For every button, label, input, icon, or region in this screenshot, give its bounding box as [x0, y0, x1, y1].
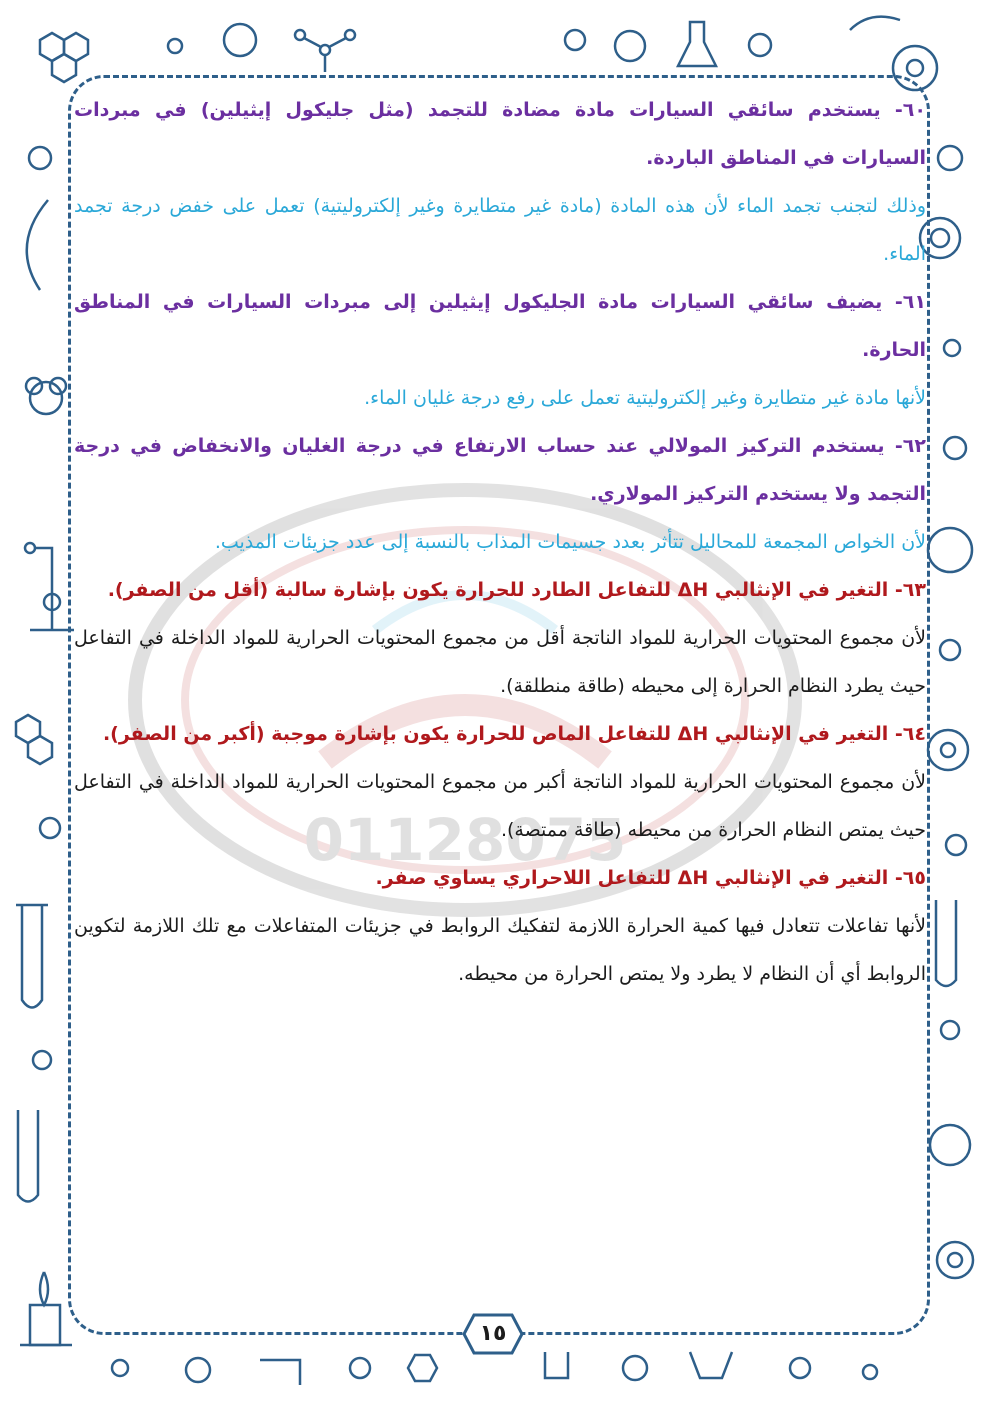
page-number-badge [462, 1312, 524, 1356]
burner-icon [20, 1272, 72, 1345]
answer-61: لأنها مادة غير متطايرة وغير إلكتروليتية تعمل على رفع درجة غليان الماء. [364, 387, 926, 409]
page-number: ١٥ [479, 1321, 507, 1346]
atom-icon-2 [928, 730, 968, 770]
molecule-chain-icon [295, 30, 355, 72]
answer-63: لأن مجموع المحتويات الحرارية للمواد الناتجة أقل من مجموع المحتويات الحرارية للمواد الداخلة في التفاعل حيث يطرد النظام الحرارة إلى محيطه (طاقة منطلقة). [74, 627, 926, 697]
hexagon-molecule-icon [40, 33, 88, 82]
answer-65: لأنها تفاعلات تتعادل فيها كمية الحرارة اللازمة لتفكيك الروابط في جزيئات المتفاعلات مع تلك اللازمة لتكوين الروابط أي أن النظام لا يطرد ولا يمتص الحرارة من محيطه. [74, 915, 926, 985]
question-61: ٦١- يضيف سائقي السيارات مادة الجليكول إيثيلين إلى مبردات السيارات في المناطق الحارة. [74, 291, 926, 361]
cycle-arrow-icon [27, 200, 48, 290]
question-62: ٦٢- يستخدم التركيز المولالي عند حساب الارتفاع في درجة الغليان والانخفاض في درجة التجمد ولا يستخدم التركيز المولاري. [74, 435, 926, 505]
watermark-number: 01128075 [303, 806, 627, 874]
test-tube-icon [16, 905, 48, 1008]
test-tube-icon-3 [936, 900, 956, 986]
answer-64: لأن مجموع المحتويات الحرارية للمواد الناتجة أكبر من مجموع المحتويات الحرارية للمواد الداخلة في التفاعل حيث يمتص النظام الحرارة من محيطه (طاقة ممتصة). [74, 771, 926, 841]
flask-icon [678, 22, 716, 66]
lab-stand-icon [25, 543, 74, 630]
answer-60: وذلك لتجنب تجمد الماء لأن هذه المادة (مادة غير متطايرة وغير إلكتروليتية) تعمل على خفض درجة تجمد الماء. [74, 195, 926, 265]
question-65: ٦٥- التغير في الإنثالبي ΔH للتفاعل اللاحراري يساوي صفر. [375, 867, 926, 889]
answer-62: لأن الخواص المجمعة للمحاليل تتأثر بعدد جسيمات المذاب بالنسبة إلى عدد جزيئات المذيب. [214, 531, 926, 553]
question-63: ٦٣- التغير في الإنثالبي ΔH للتفاعل الطارد للحرارة يكون بإشارة سالبة (أقل من الصفر). [107, 579, 926, 601]
test-tube-icon-2 [18, 1110, 38, 1202]
gear-icon-2 [937, 1242, 973, 1278]
hexagon-chain-icon [16, 715, 52, 764]
cluster-icon [30, 382, 62, 414]
question-64: ٦٤- التغير في الإنثالبي ΔH للتفاعل الماص للحرارة يكون بإشارة موجبة (أكبر من الصفر). [102, 723, 926, 745]
question-60: ٦٠- يستخدم سائقي السيارات مادة مضادة للتجمد (مثل جليكول إيثيلين) في مبردات السيارات في المناطق الباردة. [74, 99, 926, 169]
circle-icon [224, 24, 256, 56]
page-content [74, 86, 926, 998]
